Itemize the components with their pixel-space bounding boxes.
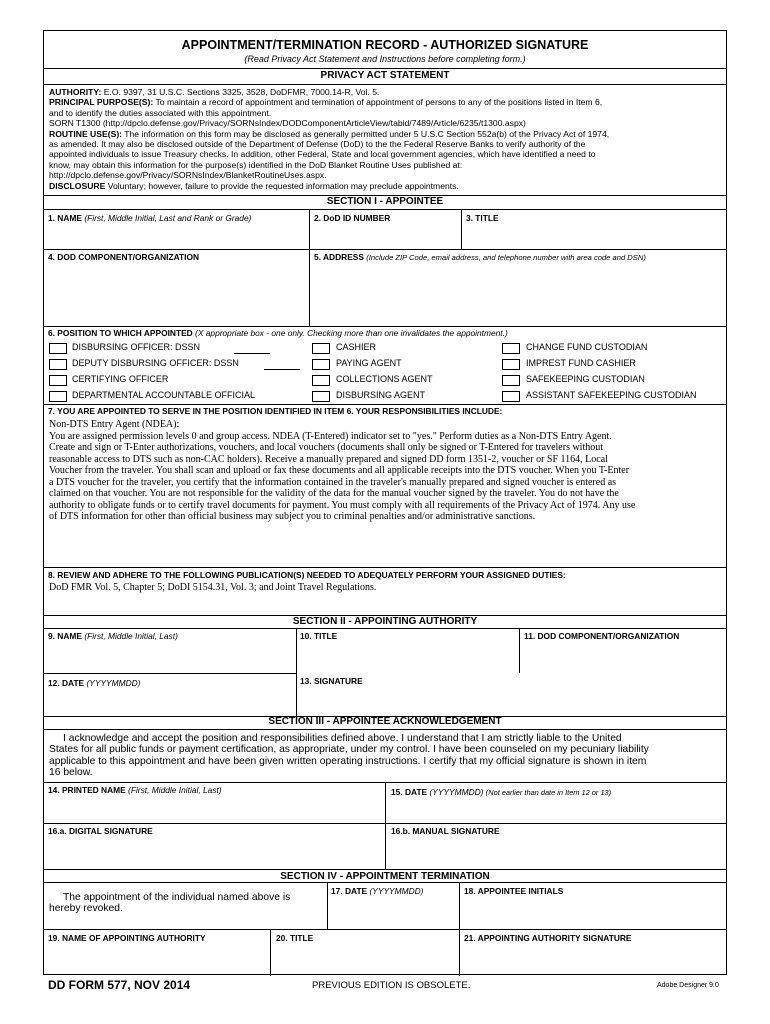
checkbox-safekeeping-custodian[interactable] bbox=[502, 375, 520, 386]
position-collections-agent: COLLECTIONS AGENT bbox=[336, 374, 433, 384]
form-subtitle: (Read Privacy Act Statement and Instructions before completing form.) bbox=[244, 54, 526, 64]
obsolete-notice: PREVIOUS EDITION IS OBSOLETE. bbox=[312, 980, 471, 991]
item3-label: 3. TITLE bbox=[466, 213, 499, 223]
section1-heading: SECTION I - APPOINTEE bbox=[326, 196, 444, 207]
item14-label: 14. PRINTED NAME (First, Middle Initial, Last) bbox=[48, 785, 222, 795]
authority-title-field[interactable] bbox=[299, 643, 516, 671]
position-cashier: CASHIER bbox=[336, 342, 377, 352]
item11-label: 11. DOD COMPONENT/ORGANIZATION bbox=[524, 631, 680, 641]
checkbox-departmental-accountable-official[interactable] bbox=[49, 391, 67, 402]
terminating-authority-name-field[interactable] bbox=[46, 945, 267, 974]
checkbox-certifying-officer[interactable] bbox=[49, 375, 67, 386]
item1-label: 1. NAME (First, Middle Initial, Last and Rank or Grade) bbox=[48, 213, 252, 223]
position-imprest-fund-cashier: IMPREST FUND CASHIER bbox=[526, 358, 636, 368]
section3-heading: SECTION III - APPOINTEE ACKNOWLEDGEMENT bbox=[268, 716, 502, 727]
item17-label: 17. DATE (YYYYMMDD) bbox=[331, 886, 424, 896]
software-note: Adobe Designer 9.0 bbox=[657, 982, 719, 989]
position-assistant-safekeeping-custodian: ASSISTANT SAFEKEEPING CUSTODIAN bbox=[526, 390, 697, 400]
termination-date-field[interactable] bbox=[330, 898, 456, 927]
terminating-authority-title-field[interactable] bbox=[273, 945, 456, 974]
form-title: APPOINTMENT/TERMINATION RECORD - AUTHORIZED SIGNATURE bbox=[181, 38, 589, 52]
section2-heading: SECTION II - APPOINTING AUTHORITY bbox=[292, 616, 478, 627]
checkbox-collections-agent[interactable] bbox=[312, 375, 330, 386]
item20-label: 20. TITLE bbox=[276, 933, 314, 943]
checkbox-cashier[interactable] bbox=[312, 343, 330, 354]
checkbox-disbursing-officer[interactable] bbox=[49, 343, 67, 354]
position-paying-agent: PAYING AGENT bbox=[336, 358, 402, 368]
dd-form-577 bbox=[43, 30, 727, 975]
item15-label: 15. DATE (YYYYMMDD) (Not earlier than date in Item 12 or 13) bbox=[391, 787, 612, 797]
digital-signature-field[interactable] bbox=[46, 838, 382, 867]
address-field[interactable] bbox=[312, 264, 722, 324]
item5-label: 5. ADDRESS (Include ZIP Code, email address, and telephone number with area code and DSN) bbox=[314, 252, 646, 262]
item10-label: 10. TITLE bbox=[300, 631, 338, 641]
authority-date-field[interactable] bbox=[46, 690, 293, 714]
item7-label: 7. YOU ARE APPOINTED TO SERVE IN THE POSITION IDENTIFIED IN ITEM 6. YOUR RESPONSIBILITIES INCLUDE: bbox=[48, 406, 503, 416]
authority-signature-field[interactable] bbox=[299, 688, 722, 714]
privacy-heading: PRIVACY ACT STATEMENT bbox=[320, 70, 450, 81]
item12-label: 12. DATE (YYYYMMDD) bbox=[48, 678, 141, 688]
item8-label: 8. REVIEW AND ADHERE TO THE FOLLOWING PUBLICATION(S) NEEDED TO ADEQUATELY PERFORM YOUR ASSIGNED DUTIES: bbox=[48, 570, 566, 580]
manual-signature-field[interactable] bbox=[388, 838, 722, 867]
position-disbursing-officer: DISBURSING OFFICER: DSSN bbox=[72, 342, 201, 352]
item2-label: 2. DoD ID NUMBER bbox=[314, 213, 391, 223]
publications-text[interactable]: DoD FMR Vol. 5, Chapter 5; DoDI 5154.31, Vol. 3; and Joint Travel Regulations. bbox=[49, 582, 377, 593]
printed-name-field[interactable] bbox=[46, 797, 382, 821]
item16b-label: 16.b. MANUAL SIGNATURE bbox=[391, 826, 500, 836]
acknowledgement-date-field[interactable] bbox=[388, 799, 722, 821]
item13-label: 13. SIGNATURE bbox=[300, 676, 363, 686]
position-change-fund-custodian: CHANGE FUND CUSTODIAN bbox=[526, 342, 648, 352]
terminating-authority-signature-field[interactable] bbox=[462, 945, 722, 974]
item19-label: 19. NAME OF APPOINTING AUTHORITY bbox=[48, 933, 206, 943]
acknowledgement-text: I acknowledge and accept the position and responsibilities defined above. I understand that I am strictly liable to the United States for all public funds or payment certification, as appropriate, under my control. I have been counseled on my pecuniary liability applicable to this appointment and have been given written operating instructions. I certify that my official signature is shown in item 16 below. bbox=[49, 733, 649, 779]
appointee-initials-field[interactable] bbox=[462, 898, 722, 927]
position-certifying-officer: CERTIFYING OFFICER bbox=[72, 374, 169, 384]
item9-label: 9. NAME (First, Middle Initial, Last) bbox=[48, 631, 178, 641]
component-field[interactable] bbox=[46, 264, 306, 324]
form-number: DD FORM 577, NOV 2014 bbox=[48, 978, 191, 992]
checkbox-change-fund-custodian[interactable] bbox=[502, 343, 520, 354]
item18-label: 18. APPOINTEE INITIALS bbox=[464, 886, 564, 896]
privacy-statement: AUTHORITY: E.O. 9397, 31 U.S.C. Sections 3325, 3528, DoDFMR, 7000.14-R, Vol. 5. PRINCIPAL PURPOSE(S): To maintain a record of appointment and termination of appointment of persons to any of the positions listed in Item 6, and to identify the duties associated with this appointment. SORN T1300 (http://dpclo.defense.gov/Privacy/SORNsIndex/DODComponentArticleView/tabid/7489/Article/6235/t1300.aspx) ROUTINE USE(S): The information on this form may be disclosed as generally permitted under 5 U.S.C Section 552a(b) of the Privacy Act of 1974, as amended. It may also be disclosed outside of the Department of Defense (DoD) to the the Federal Reserve Banks to verify authority of the appointed individuals to issue Treasury checks. In addition, other Federal, State and local government agencies, which have identified a need to know, may obtain this information for the purpose(s) identified in the DoD Blanket Routine Uses published at: http://dpclo.defense.gov/Privacy/SORNsIndex/BlanketRoutineUses.aspx. DISCLOSURE Voluntary; however, failure to provide the requested information may preclude appointments. bbox=[49, 87, 610, 191]
checkbox-paying-agent[interactable] bbox=[312, 359, 330, 370]
appointee-name-field[interactable] bbox=[46, 225, 306, 247]
checkbox-disbursing-agent[interactable] bbox=[312, 391, 330, 402]
appointee-title-field[interactable] bbox=[464, 225, 722, 247]
item16a-label: 16.a. DIGITAL SIGNATURE bbox=[48, 826, 153, 836]
responsibilities-text[interactable]: Non-DTS Entry Agent (NDEA): You are assigned permission levels 0 and group access. NDEA (T-Entered) indicator set to "yes." Perform duties as a Non-DTS Entry Agent. Create and sign or T-Enter authorizations, vouchers, and local vouchers (documents shall only be signed or T-Entered for travelers without reasonable access to DTS such as non-CAC holders). Receive a manually prepared and signed DD form 1351-2, voucher or SF 1164, Local Voucher from the traveler. You shall scan and upload or fax these documents and all applicable receipts into the DTS voucher. When you T-Enter a DTS voucher for the traveler, you certify that the information contained in the traveler's manually prepared and signed voucher is entered as claimed on that voucher. You are not responsible for the validity of the data for the manual voucher signed by the traveler. You do not have the authority to obligate funds or to certify travel documents for payment. You must comply with all requirements of the Privacy Act of 1974. Any use of DTS information for other than official business may subject you to criminal penalties and/or administrative sanctions. bbox=[49, 419, 636, 522]
item6-label: 6. POSITION TO WHICH APPOINTED (X appropriate box - one only. Checking more than one invalidates the appointment.) bbox=[48, 328, 508, 338]
position-safekeeping-custodian: SAFEKEEPING CUSTODIAN bbox=[526, 374, 645, 384]
position-deputy-disbursing-officer: DEPUTY DISBURSING OFFICER: DSSN bbox=[72, 358, 239, 368]
dod-id-field[interactable] bbox=[312, 225, 458, 247]
checkbox-imprest-fund-cashier[interactable] bbox=[502, 359, 520, 370]
authority-component-field[interactable] bbox=[522, 643, 722, 671]
position-departmental-accountable-official: DEPARTMENTAL ACCOUNTABLE OFFICIAL bbox=[72, 390, 256, 400]
item4-label: 4. DOD COMPONENT/ORGANIZATION bbox=[48, 252, 200, 262]
revocation-statement: The appointment of the individual named above is hereby revoked. bbox=[49, 892, 291, 915]
checkbox-deputy-disbursing-officer[interactable] bbox=[49, 359, 67, 370]
checkbox-assistant-safekeeping-custodian[interactable] bbox=[502, 391, 520, 402]
item21-label: 21. APPOINTING AUTHORITY SIGNATURE bbox=[464, 933, 632, 943]
position-disbursing-agent: DISBURSING AGENT bbox=[336, 390, 426, 400]
authority-name-field[interactable] bbox=[46, 643, 293, 671]
section4-heading: SECTION IV - APPOINTMENT TERMINATION bbox=[280, 871, 490, 882]
